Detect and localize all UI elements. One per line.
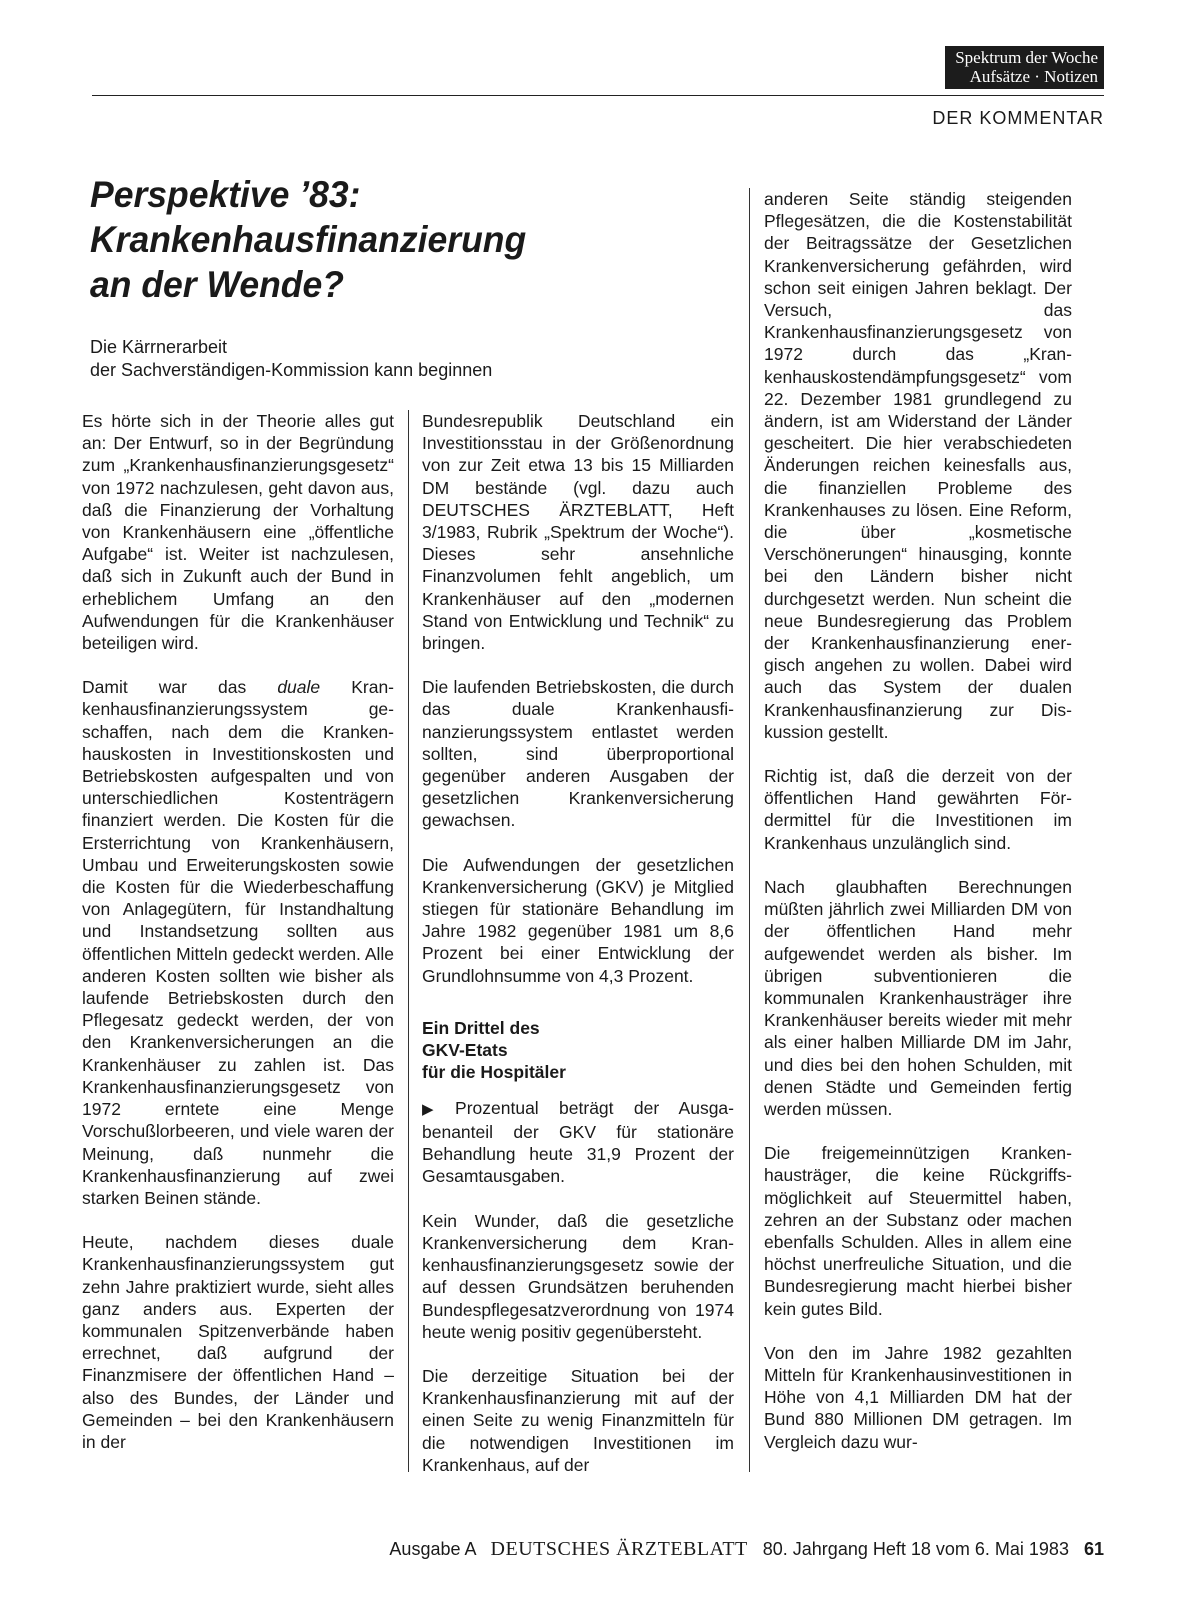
column-2 xyxy=(422,410,734,1498)
triangle-bullet-icon: ▶ xyxy=(422,1100,450,1118)
footer-edition: Ausgabe A xyxy=(389,1539,476,1559)
section-label-line2: Aufsätze · Notizen xyxy=(969,67,1098,86)
subhead xyxy=(90,336,710,382)
paragraph: Heute, nachdem dieses duale Krankenhausfinanzierungssystem gut zehn Jahre praktiziert wurde, sieht alles ganz anders aus. Experten der kommunalen Spitzenverbände haben errechnet, daß aufgrund der Finanzmisere der öffentlichen Hand – also des Bundes, der Länder und Gemeinden – bei den Krankenhäusern in der xyxy=(82,1232,394,1452)
emphasis: duale xyxy=(277,677,321,698)
section-label xyxy=(945,46,1104,89)
paragraph: Nach glaubhaften Berechnungen müßten jährlich zwei Milliarden DM von der öffentlichen Hand mehr aufgewendet werden als bisher. Im übrigen subventionieren die kommunalen Krankenhausträger ihre Krankenhäuser bereits wieder mit mehr als einer halben Milliarde DM im Jahr, und dies bei den hohen Schulden, mit denen Städte und Gemeinden fertig werden müssen. xyxy=(764,876,1072,1119)
paragraph: Die derzeitige Situation bei der Krankenhausfinanzierung mit auf der einen Seite zu wenig Finanzmitteln für die notwendigen Investitionen im Krankenhaus, auf der xyxy=(422,1365,734,1475)
page-number: 61 xyxy=(1083,1539,1104,1559)
section-label-line1: Spektrum der Woche xyxy=(955,48,1098,67)
paragraph xyxy=(82,676,394,1209)
paragraph: Es hörte sich in der Theorie alles gut an: Der Entwurf, so in der Begründung zum „Krankenhausfinanzierungsgesetz“ von 1972 nachzulesen, geht davon aus, daß die Finanzierung der Vorhaltung von Krankenhäusern eine „öffentliche Aufgabe“ ist. Weiter ist nachzulesen, daß sich in Zukunft auch der Bund in erheblichem Umfang an den Aufwendungen für die Krankenhäuser beteiligen wird. xyxy=(82,411,394,654)
text-run: Krankenhausfinanzierungssystem geschaffen, nach dem die Krankenhauskosten in Investitionskosten und Betriebskosten aufgespalten und von unterschiedlichen Kostenträgern finanziert werden. Die Kosten für die Ersterrichtung von Krankenhäusern, Umbau und Erweiterungskosten sowie die Kosten für die Wiederbeschaffung von Anlagegütern, für Instandhaltung und Instandsetzung sollten aus öffentlichen Mitteln gedeckt werden. Alle anderen Kosten sollten wie bisher als laufende Betriebskosten durch den Pflegesatz gedeckt werden, der von den Krankenversicherungen an die Krankenhäuser zu zahlen ist. Das Krankenhausfinanzierungsgesetz von 1972 erntete eine Menge Vorschußlorbeeren, und viele waren der Meinung, daß nunmehr die Krankenhausfinanzierung auf zwei starken Beinen stände. xyxy=(82,677,394,1208)
column-3 xyxy=(764,188,1072,1475)
subhead-line1: Die Kärrnerarbeit xyxy=(90,337,228,357)
crosshead-line1: Ein Drittel des xyxy=(422,1017,540,1038)
kicker: DER KOMMENTAR xyxy=(932,108,1104,128)
column-divider-1 xyxy=(408,410,409,1472)
headline-line3: an der Wende? xyxy=(90,264,344,305)
crosshead-line3: für die Hospitäler xyxy=(422,1061,566,1082)
paragraph: anderen Seite ständig steigenden Pflegesätzen, die die Kostenstabilität der Beitragssätze der Gesetzlichen Krankenversicherung gefährden, wird schon seit einigen Jahren beklagt. Der Versuch, das Krankenhausfinanzierungsgesetz von 1972 durch das „Krankenhauskostendämpfungsgesetz“ vom 22. Dezember 1981 grundlegend zu ändern, ist am Widerstand der Länder gescheitert. Die hier verabschiedeten Änderungen reichen keinesfalls aus, die finanziellen Probleme des Krankenhauses zu lösen. Eine Reform, die über „kosmetische Verschönerungen“ hinausging, konnte bei den Ländern bisher nicht durchgesetzt werden. Nun scheint die neue Bundesregierung das Problem der Krankenhausfinanzierung energisch angehen zu wollen. Dabei wird auch das System der dualen Krankenhausfinanzierung zur Diskussion gestellt. xyxy=(764,189,1072,742)
column-1 xyxy=(82,410,394,1475)
headline-line1: Perspektive ’83: xyxy=(90,174,361,215)
subhead-line2: der Sachverständigen-Kommission kann beginnen xyxy=(90,360,493,380)
crosshead-line2: GKV-Etats xyxy=(422,1039,508,1060)
column-divider-2 xyxy=(749,188,750,1472)
paragraph: Kein Wunder, daß die gesetzliche Krankenversicherung dem Krankenhausfinanzierungsgesetz sowie der auf dessen Grundsätzen beruhenden Bundespflegesatzverordnung von 1974 heute wenig positiv gegenübersteht. xyxy=(422,1210,734,1342)
paragraph: Die laufenden Betriebskosten, die durch das duale Krankenhausfinanzierungssystem entlastet werden sollten, sind überproportional gegenüber anderen Ausgaben der gesetzlichen Krankenversicherung gewachsen. xyxy=(422,677,734,831)
paragraph: Von den im Jahre 1982 gezahlten Mitteln für Krankenhausinvestitionen in Höhe von 4,1 Milliarden DM hat der Bund 880 Millionen DM getragen. Im Vergleich dazu wur- xyxy=(764,1342,1072,1452)
page-footer xyxy=(0,1538,1104,1561)
headline xyxy=(90,172,704,307)
footer-magazine: DEUTSCHES ÄRZTEBLATT xyxy=(490,1538,748,1560)
paragraph: Bundesrepublik Deutschland ein Investitionsstau in der Größenordnung von zur Zeit etwa 13 bis 15 Milliarden DM bestände (vgl. dazu auch DEUTSCHES ÄRZTEBLATT, Heft 3/1983, Rubrik „Spektrum der Woche“). Dieses sehr ansehnliche Finanzvolumen fehlt angeblich, um Krankenhäuser auf den „modernen Stand von Entwicklung und Technik“ zu bringen. xyxy=(422,411,734,654)
paragraph xyxy=(422,1097,734,1188)
paragraph: Die Aufwendungen der gesetzlichen Krankenversicherung (GKV) je Mitglied stiegen für stationäre Behandlung im Jahre 1982 gegenüber 1981 um 8,6 Prozent bei einer Entwicklung der Grundlohnsumme von 4,3 Prozent. xyxy=(422,854,734,986)
paragraph: Die freigemeinnützigen Krankenhausträger, die keine Rückgriffsmöglichkeit auf Steuermittel haben, zehren an der Substanz oder machen ebenfalls Schulden. Alles in allem eine höchst unerfreuliche Situation, und die Bundesregierung macht hierbei bisher kein gutes Bild. xyxy=(764,1143,1072,1319)
header-rule xyxy=(92,95,1104,96)
footer-issue: 80. Jahrgang Heft 18 vom 6. Mai 1983 xyxy=(762,1539,1069,1559)
crosshead xyxy=(422,1017,734,1083)
paragraph: Richtig ist, daß die derzeit von der öffentlichen Hand gewährten Fördermittel für die Investitionen im Krankenhaus unzulänglich sind. xyxy=(764,766,1072,853)
headline-line2: Krankenhausfinanzierung xyxy=(90,219,527,260)
text-run: Prozentual beträgt der Ausgabenanteil der GKV für stationäre Behandlung heute 31,9 Prozent der Gesamtausgaben. xyxy=(422,1097,734,1187)
text-run: Damit war das xyxy=(82,677,278,698)
